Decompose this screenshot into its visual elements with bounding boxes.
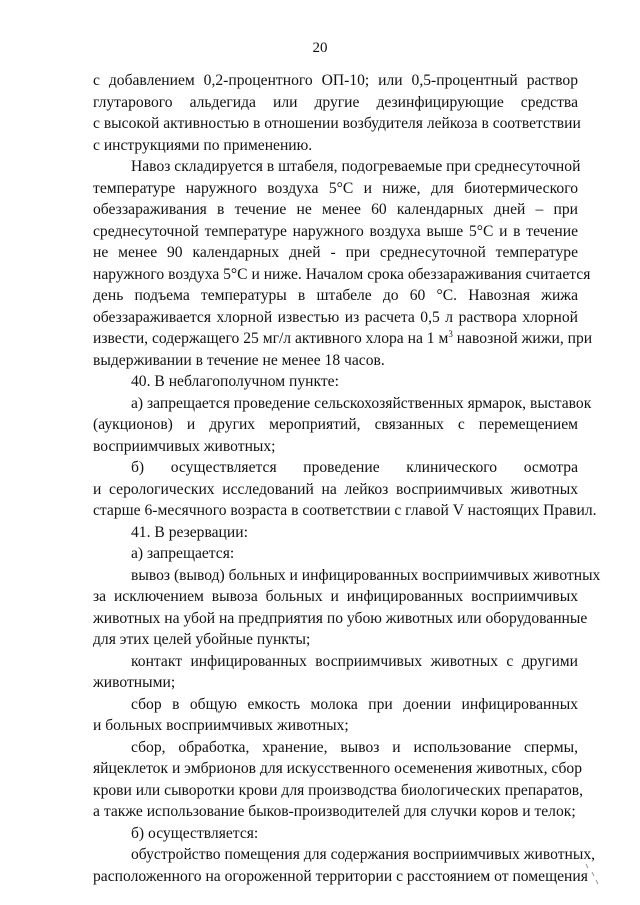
line-text: сбор в общую емкость молока при доении инфицированных <box>131 695 578 713</box>
text-line <box>93 135 578 157</box>
text-line <box>93 780 584 802</box>
text-line <box>93 70 578 92</box>
text-line <box>93 307 578 329</box>
line-text: (аукционов) и других мероприятий, связанных с перемещением <box>93 416 578 433</box>
text-line <box>93 479 578 501</box>
text-line <box>93 586 578 608</box>
page-number: 20 <box>312 40 328 56</box>
text-line <box>93 371 578 393</box>
line-text: сбор, обработка, хранение, вывоз и использование спермы, <box>131 738 578 756</box>
line-text: день подъема температуры в штабеле до 60 °С. Навозная жижа <box>93 287 578 304</box>
text-line <box>93 221 578 243</box>
line-text: и больных восприимчивых животных; <box>93 717 349 734</box>
line-text: за исключением вывоза больных и инфицированных восприимчивых <box>93 588 578 605</box>
text-line <box>93 350 578 372</box>
line-text: 41. В резервации: <box>131 523 248 541</box>
line-text: а) запрещается: <box>131 545 235 562</box>
text-line <box>93 457 578 479</box>
line-text: глутарового альдегида или другие дезинфицирующие средства <box>93 93 578 111</box>
text-line <box>93 629 578 651</box>
text-line <box>93 328 593 350</box>
text-line <box>93 715 578 737</box>
line-text: 40. В неблагополучном пункте: <box>131 373 339 390</box>
line-text: вывоз (вывод) больных и инфицированных восприимчивых животных <box>131 566 601 584</box>
line-text: восприимчивых животных; <box>93 437 276 455</box>
text-line <box>93 92 578 114</box>
document-body <box>93 70 601 887</box>
line-text: контакт инфицированных восприимчивых животных с другими <box>131 652 578 670</box>
text-line <box>93 178 578 200</box>
text-line <box>93 694 578 716</box>
line-text: извести, содержащего 25 мг/л активного хлора на 1 м <box>93 330 449 347</box>
text-line <box>93 522 578 544</box>
line-text: б) осуществляется: <box>131 824 259 842</box>
text-line <box>93 801 578 823</box>
text-line <box>93 242 578 264</box>
line-text: старше 6-месячного возраста в соответствии с главой V настоящих Правил. <box>93 502 597 519</box>
line-text: обустройство помещения для содержания восприимчивых животных, <box>131 846 596 863</box>
line-text: среднесуточной температуре наружного воздуха выше 5°С и в течение <box>93 222 578 240</box>
line-text: наружного воздуха 5°С и ниже. Началом срока обеззараживания считается <box>93 265 591 283</box>
text-line <box>93 608 588 630</box>
line-text: б) осуществляется проведение клинического осмотра <box>131 459 578 476</box>
line-text: животными; <box>93 674 176 691</box>
text-line <box>93 758 583 780</box>
line-text: обеззараживается хлорной известью из расчета 0,5 л раствора хлорной <box>93 308 578 326</box>
text-line <box>93 393 592 415</box>
text-line <box>93 737 578 759</box>
line-text: для этих целей убойные пункты; <box>93 631 311 648</box>
text-line <box>93 199 578 221</box>
text-line <box>93 264 591 286</box>
text-line <box>93 672 578 694</box>
text-line <box>93 285 578 307</box>
line-text: крови или сыворотки крови для производства биологических препаратов, <box>93 781 584 799</box>
text-line <box>93 414 578 436</box>
line-text: Навоз складируется в штабеля, подогреваемые при среднесуточной <box>131 158 581 175</box>
line-text: с инструкциями по применению. <box>93 136 313 154</box>
text-line <box>93 844 596 866</box>
line-text: а также использование быков-производителей для случки коров и телок; <box>93 803 576 820</box>
line-text: обеззараживания в течение не менее 60 календарных дней – при <box>93 201 578 218</box>
line-text: расположенного на огороженной территории с расстоянием от помещения <box>93 867 588 885</box>
text-line <box>93 436 578 458</box>
line-text: и серологических исследований на лейкоз восприимчивых животных <box>93 480 578 498</box>
text-line <box>93 113 581 135</box>
line-text: температуре наружного воздуха 5°С и ниже, для биотермического <box>93 179 578 197</box>
line-text: не менее 90 календарных дней - при среднесуточной температуре <box>93 244 578 261</box>
line-text: с высокой активностью в отношении возбудителя лейкоза в соответствии <box>93 115 581 132</box>
text-line <box>93 565 601 587</box>
text-line <box>93 823 578 845</box>
line-text: животных на убой на предприятия по убою животных или оборудованные <box>93 609 588 627</box>
text-line <box>93 543 578 565</box>
line-text: а) запрещается проведение сельскохозяйственных ярмарок, выставок <box>131 394 592 412</box>
line-text: яйцеклеток и эмбрионов для искусственного осеменения животных, сбор <box>93 760 583 777</box>
text-line <box>93 866 588 888</box>
text-line <box>93 651 578 673</box>
scan-artifact-mark <box>572 850 602 890</box>
line-text: выдерживании в течение не менее 18 часов. <box>93 351 385 369</box>
line-text-after: навозной жижи, при <box>452 330 593 347</box>
superscript: 3 <box>448 329 453 339</box>
text-line <box>93 156 581 178</box>
line-text: с добавлением 0,2-процентного ОП-10; или 0,5-процентный раствор <box>93 72 578 89</box>
text-line <box>93 500 597 522</box>
